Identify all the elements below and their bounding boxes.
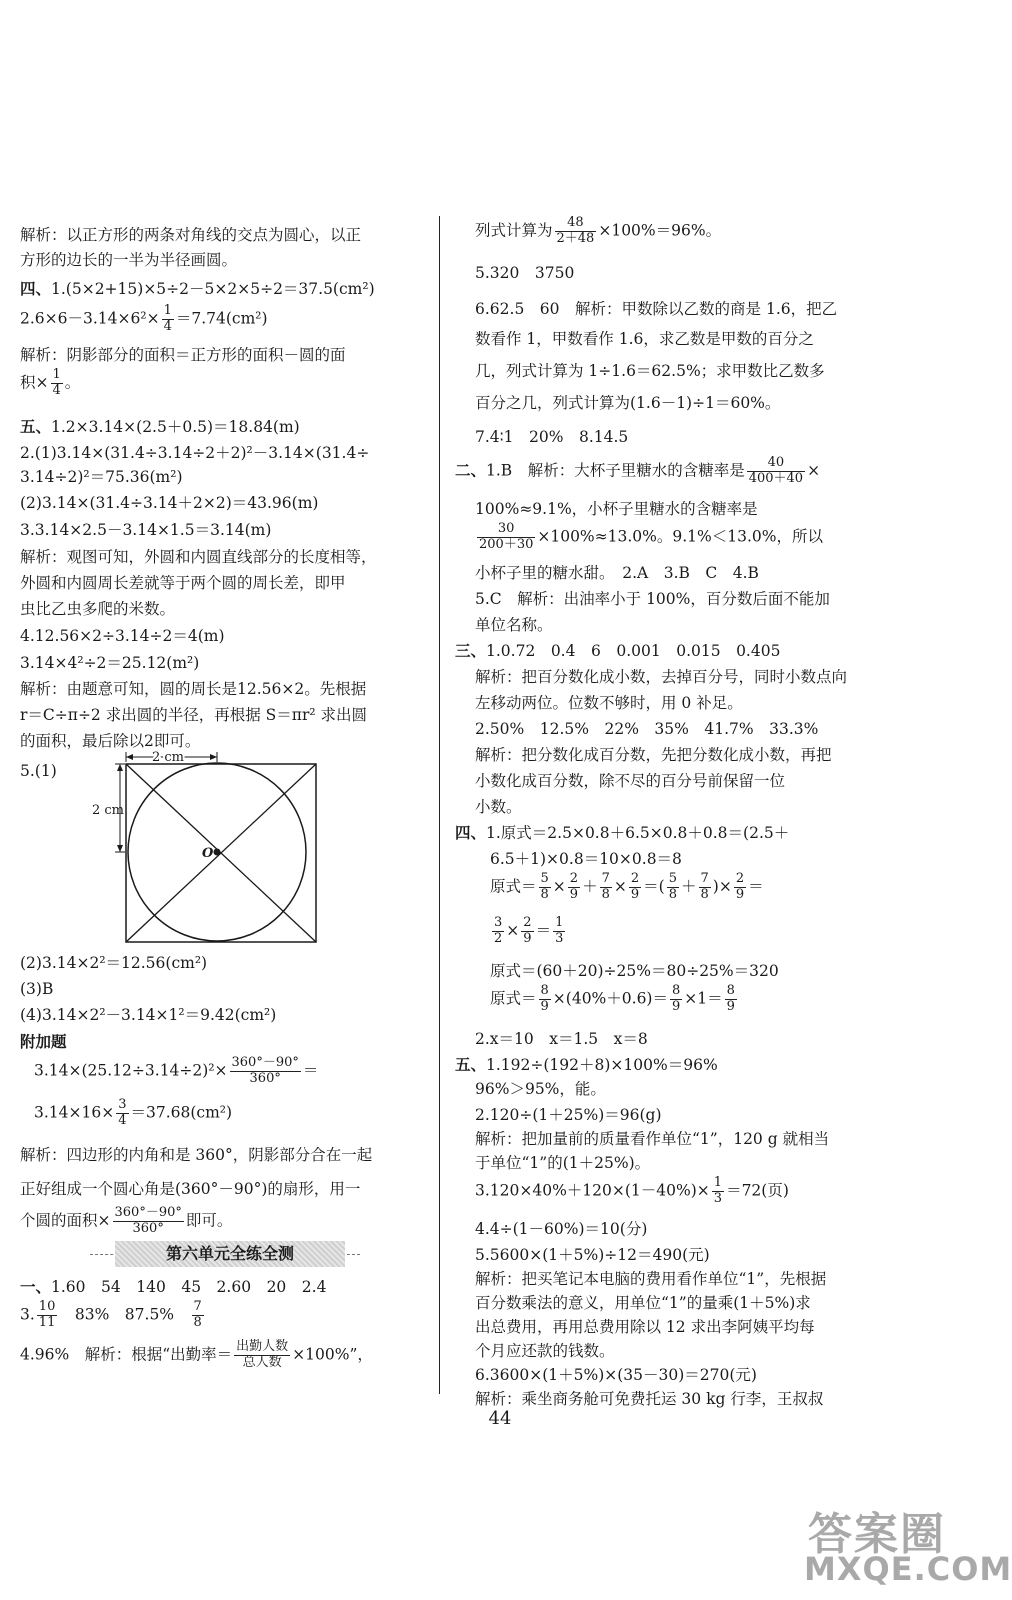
fraction: $\frac{360^\circ-90^\circ}{360^\circ}$ <box>231 1055 299 1086</box>
text-line: 原式＝ $\frac{5}{8}$ × $\frac{2}{9}$ ＋ $\frac{7}{8}$ × $\frac{2}{9}$ ＝( $\frac{5}{8}$ ＋ $\frac{7}{8}$ )× $\frac{2}{9}$ ＝ <box>490 871 764 902</box>
text-line: 左移动两位。位数不够时，用 0 补足。 <box>475 694 743 712</box>
text-line: 4.12.56×2÷3.14÷2＝4(m) <box>20 627 225 645</box>
text-line: 数看作 1，甲数看作 1.6，求乙数是甲数的百分之 <box>475 330 814 348</box>
text-line: 几，列式计算为 1÷1.6＝62.5%；求甲数比乙数多 <box>475 362 825 380</box>
text-line: 7.4∶1 20% 8.14.5 <box>475 428 629 446</box>
text-line: 解析：阴影部分的面积＝正方形的面积－圆的面 <box>20 346 346 364</box>
text-line: 出总费用，再用总费用除以 12 求出李阿姨平均每 <box>475 1318 815 1336</box>
text-line: 解析：把分数化成百分数，先把分数化成小数，再把 <box>475 746 832 764</box>
text-line: 的面积，最后除以2即可。 <box>20 732 201 750</box>
text-line: (4)3.14×2²－3.14×1²＝9.42(cm²) <box>20 1006 277 1024</box>
text-line: 4.96% 解析：根据“出勤率＝ $\frac{\text{出勤人数}}{\text{总人数}}$ ×100%”， <box>20 1339 373 1370</box>
text-line: 5.(1) <box>20 762 57 780</box>
fraction: $\frac{2}{9}$ <box>569 871 579 902</box>
text-line: 外圆和内圆周长差就等于两个圆的周长差，即甲 <box>20 574 346 592</box>
fraction: $\frac{2}{9}$ <box>735 871 745 902</box>
text-line: 二、1.B 解析：大杯子里糖水的含糖率是 $\frac{40}{400+40}$ × <box>455 455 821 486</box>
page-number: 44 <box>488 1408 512 1429</box>
bonus-title: 附加题 <box>20 1032 67 1051</box>
text-line: 虫比乙虫多爬的米数。 <box>20 600 176 618</box>
fraction: $\frac{7}{8}$ <box>193 1299 202 1330</box>
text-line: 2.(1)3.14×(31.4÷3.14÷2＋2)²－3.14×(31.4÷ <box>20 444 370 462</box>
fraction: $\frac{5}{8}$ <box>540 871 549 902</box>
text-line: (2)3.14×(31.4÷3.14＋2×2)＝43.96(m) <box>20 494 319 512</box>
text-line: 100%≈9.1%，小杯子里糖水的含糖率是 <box>475 500 758 518</box>
fraction: $\frac{360^\circ-90^\circ}{360^\circ}$ <box>114 1205 182 1236</box>
section-5-q1: 五、1.2×3.14×(2.5＋0.5)＝18.84(m) <box>20 417 300 436</box>
text-line: 5.320 3750 <box>475 264 575 282</box>
fraction: $\frac{2}{9}$ <box>630 871 640 902</box>
fraction: $\frac{\text{出勤人数}}{\text{总人数}}$ <box>236 1339 289 1370</box>
text-line: $\frac{3}{2}$ × $\frac{2}{9}$ ＝ $\frac{1}{3}$ <box>494 915 564 946</box>
text-line: $\frac{30}{200+30}$ ×100%≈13.0%。9.1%＜13.0%，所以 <box>479 521 824 552</box>
text-line: 解析：观图可知，外圆和内圆直线部分的长度相等， <box>20 548 377 566</box>
text-line: 小杯子里的糖水甜。 2.A 3.B C 4.B <box>475 564 759 582</box>
text-line: 3.14×16× $\frac{3}{4}$ ＝37.68(cm²) <box>34 1097 233 1128</box>
text-line: 3.120×40%＋120×(1－40%)× $\frac{1}{3}$ ＝72(页) <box>475 1175 789 1206</box>
text-line: 积× $\frac{1}{4}$ 。 <box>20 367 81 398</box>
text-line: 解析：把百分数化成小数，去掉百分号，同时小数点向 <box>475 668 848 686</box>
fraction: $\frac{30}{200+30}$ <box>479 521 534 552</box>
text-line: 2.120÷(1＋25%)＝96(g) <box>475 1106 662 1124</box>
fraction: $\frac{8}{9}$ <box>540 983 549 1014</box>
text-line: 四、1.原式＝2.5×0.8＋6.5×0.8＋0.8＝(2.5＋ <box>455 823 790 842</box>
text-line: 百分之几，列式计算为(1.6－1)÷1＝60%。 <box>475 394 781 412</box>
text-line: 2.x＝10 x＝1.5 x＝8 <box>475 1030 648 1048</box>
text-line: 96%＞95%，能。 <box>475 1080 606 1098</box>
dimension-label-top: 2 cm <box>152 750 185 765</box>
text-line: 正好组成一个圆心角是(360°－90°)的扇形，用一 <box>20 1180 361 1198</box>
text-line: 解析：以正方形的两条对角线的交点为圆心，以正 <box>20 226 362 244</box>
section-4-q2: 2.6×6－3.14×6²× $\frac{1}{4}$ ＝7.74(cm²) <box>20 303 268 334</box>
fraction: $\frac{1}{4}$ <box>52 367 61 398</box>
text-line: 解析：乘坐商务舱可免费托运 30 kg 行李，王叔叔 <box>475 1390 824 1408</box>
fraction: $\frac{2}{9}$ <box>523 915 532 946</box>
fraction: $\frac{8}{9}$ <box>726 983 735 1014</box>
text-line: 解析：把买笔记本电脑的费用看作单位“1”，先根据 <box>475 1270 827 1288</box>
text-line: 三、1.0.72 0.4 6 0.001 0.015 0.405 <box>455 641 781 660</box>
text-line: 原式＝(60＋20)÷25%＝80÷25%＝320 <box>490 962 779 980</box>
fraction: $\frac{7}{8}$ <box>601 871 610 902</box>
text-line: 一、1.60 54 140 45 2.60 20 2.4 <box>20 1277 327 1296</box>
geometry-figure <box>92 736 340 946</box>
text-line: 2.50% 12.5% 22% 35% 41.7% 33.3% <box>475 720 819 738</box>
fraction: $\frac{8}{9}$ <box>671 983 681 1014</box>
watermark-text: 答案圈 <box>808 1509 946 1560</box>
fraction: $\frac{48}{2+48}$ <box>556 215 595 246</box>
text-line: 3. $\frac{10}{11}$ 83% 87.5% $\frac{7}{8}$ <box>20 1299 202 1330</box>
fraction: $\frac{1}{3}$ <box>713 1175 723 1206</box>
fraction: $\frac{7}{8}$ <box>700 871 709 902</box>
text-line: 解析：由题意可知，圆的周长是12.56×2。先根据 <box>20 680 367 698</box>
fraction: $\frac{3}{2}$ <box>494 915 503 946</box>
text-line: 五、1.192÷(192＋8)×100%＝96% <box>455 1055 718 1074</box>
watermark-url: MXQE.COM <box>804 1550 1012 1588</box>
center-label: O <box>202 846 214 861</box>
text-line: 列式计算为 $\frac{48}{2+48}$ ×100%＝96%。 <box>475 215 722 246</box>
text-line: 6.5＋1)×0.8＝10×0.8＝8 <box>490 850 682 868</box>
fraction: $\frac{40}{400+40}$ <box>748 455 804 486</box>
text-line: 4.4÷(1－60%)＝10(分) <box>475 1220 648 1238</box>
text-line: 6.3600×(1＋5%)×(35－30)＝270(元) <box>475 1366 757 1384</box>
text-line: 小数化成百分数，除不尽的百分号前保留一位 <box>475 772 786 790</box>
text-line: 个圆的面积× $\frac{360^\circ-90^\circ}{360^\circ}$ 即可。 <box>20 1205 233 1236</box>
fraction: $\frac{1}{4}$ <box>163 303 172 334</box>
text-line: (3)B <box>20 980 54 998</box>
section-header: 第六单元全练全测 <box>115 1241 345 1267</box>
text-line: 3.14÷2)²＝75.36(m²) <box>20 468 183 486</box>
text-line: (2)3.14×2²＝12.56(cm²) <box>20 954 208 972</box>
text-line: r＝C÷π÷2 求出圆的半径，再根据 S＝πr² 求出圆 <box>20 706 368 724</box>
text-line: 原式＝ $\frac{8}{9}$ ×(40%＋0.6)＝ $\frac{8}{9}$ ×1＝ $\frac{8}{9}$ <box>490 983 735 1014</box>
text-line: 方形的边长的一半为半径画圆。 <box>20 251 238 269</box>
text-line: 于单位“1”的(1＋25%)。 <box>475 1154 651 1172</box>
fraction: $\frac{5}{8}$ <box>668 871 677 902</box>
fraction: $\frac{1}{3}$ <box>555 915 564 946</box>
text-line: 3.14×4²÷2＝25.12(m²) <box>20 654 200 672</box>
fraction: $\frac{3}{4}$ <box>118 1097 127 1128</box>
text-line: 个月应还款的钱数。 <box>475 1342 615 1360</box>
text-line: 百分数乘法的意义，用单位“1”的量乘(1＋5%)求 <box>475 1294 811 1312</box>
text-line: 3.14×(25.12÷3.14÷2)²× $\frac{360^\circ-90^\circ}{360^\circ}$ ＝ <box>34 1055 319 1086</box>
text-line: 单位名称。 <box>475 616 553 634</box>
text-line: 解析：四边形的内角和是 360°，阴影部分合在一起 <box>20 1146 373 1164</box>
text-line: 小数。 <box>475 798 522 816</box>
text-line: 3.3.14×2.5－3.14×1.5＝3.14(m) <box>20 521 272 539</box>
text-line: 5.C 解析：出油率小于 100%，百分数后面不能加 <box>475 590 830 608</box>
text-line: 6.62.5 60 解析：甲数除以乙数的商是 1.6，把乙 <box>475 300 838 318</box>
fraction: $\frac{10}{11}$ <box>38 1299 56 1330</box>
section-4-q1: 四、1.(5×2+15)×5÷2－5×2×5÷2＝37.5(cm²) <box>20 279 375 298</box>
watermark-logo <box>800 1498 1012 1598</box>
column-divider <box>439 216 440 1394</box>
dimension-label-left: 2 cm <box>92 803 125 818</box>
text-line: 5.5600×(1＋5%)÷12＝490(元) <box>475 1246 710 1264</box>
text-line: 解析：把加量前的质量看作单位“1”，120 g 就相当 <box>475 1130 830 1148</box>
